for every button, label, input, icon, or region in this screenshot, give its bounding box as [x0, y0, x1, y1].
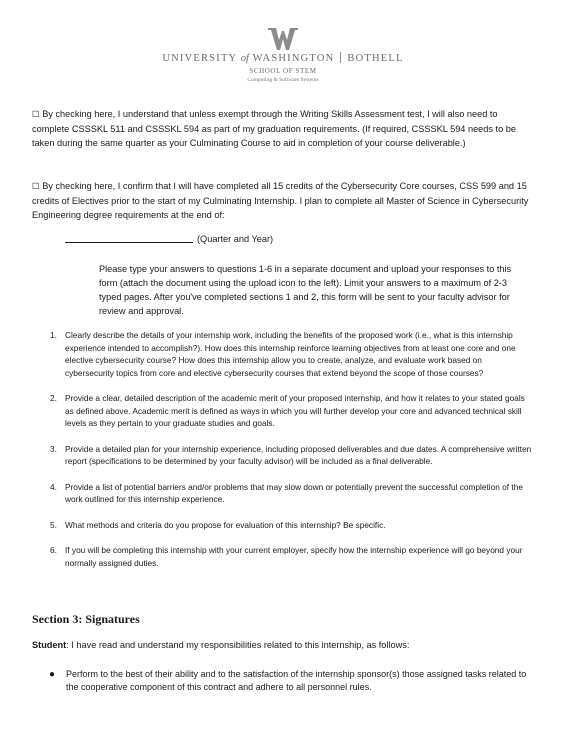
question-text: Provide a clear, detailed description of the academic merit of your proposed internship, and how it relates to your stated goals as defined above. Academic merit is defined as ways in which you will further develop your core and advanced technical skill levels as they pertain to your graduate studies and goals.	[65, 393, 525, 428]
question-number: 4.	[50, 481, 57, 492]
checkbox-writing-skills[interactable]: ☐	[32, 110, 40, 120]
checkbox-credits-text: By checking here, I confirm that I will have completed all 15 credits of the Cybersecurity Core courses, CSS 599 and 15 credits of Electives prior to the start of my Culminating Internship. I plan to complete all Master of Science in Cybersecurity Engineering degree requirements at the end of:	[32, 181, 529, 220]
quarter-year-label: (Quarter and Year)	[197, 234, 274, 244]
student-label: Student	[32, 640, 67, 650]
header-divider	[340, 52, 341, 63]
quarter-year-row	[65, 234, 273, 244]
subschool-name: Computing & Software Systems	[247, 77, 319, 83]
question-item	[32, 443, 532, 468]
of-word: of	[240, 53, 249, 64]
question-item	[32, 481, 532, 506]
bullet-text: Perform to the best of their ability and to the satisfaction of the internship sponsor(s) those assigned tasks related to the cooperative component of this contract and adhere to all personnel rules.	[66, 669, 527, 692]
checkbox-credits[interactable]: ☐	[32, 182, 40, 192]
list-item	[32, 668, 532, 694]
question-text: Provide a detailed plan for your internship experience, including proposed deliverables and due dates. A comprehensive written report (specifications to be determined by your faculty advisor) will be included as a final deliverable.	[65, 443, 532, 466]
question-text: What methods and criteria do you propose for evaluation of this internship? Be specific.	[65, 519, 386, 530]
responsibilities-list	[32, 668, 532, 694]
washington-word: WASHINGTON	[252, 53, 335, 64]
bullet-icon: ●	[49, 669, 56, 680]
question-item	[32, 392, 532, 430]
question-number: 2.	[50, 393, 57, 403]
checkbox-writing-text: By checking here, I understand that unless exempt through the Writing Skills Assessment test, I will also need to complete CSSSKL 511 and CSSSKL 594 as part of my graduation requirements. (If required, CSSSKL 594 needs to be taken during the same quarter as your Culminating Course to aid in completion of your course deliverable.)	[32, 109, 516, 148]
question-text: Clearly describe the details of your internship work, including the benefits of the proposed work (i.e., what is this internship experience intended to accomplish?). How does this internship reinforce learning objectives from at least one core and one elective cybersecurity course? How does this internship allow you to create, analyze, and evaluate work based on cybersecurity topics from core and elective cybersecurity courses that extend beyond the scope of those courses?	[65, 330, 516, 378]
university-word: UNIVERSITY	[162, 53, 237, 64]
instructions-text: Please type your answers to questions 1-6 in a separate document and upload your responses to this form (attach the document using the upload icon to the left). Limit your answers to a maximum of 2-3 typed pages. After you've completed sections 1 and 2, this form will be sent to your faculty advisor for review and approval.	[99, 264, 512, 316]
question-number: 6.	[50, 545, 57, 555]
uw-w-logo-icon	[268, 28, 298, 50]
questions-list	[32, 329, 532, 582]
question-item	[32, 329, 532, 379]
question-text: If you will be completing this internship with your current employer, specify how the internship experience will go beyond your normally assigned duties.	[65, 545, 523, 568]
question-number: 1.	[50, 330, 57, 340]
section-3-title: Section 3: Signatures	[32, 612, 140, 626]
checkbox-paragraph-writing	[32, 107, 532, 150]
question-number: 5.	[50, 519, 57, 530]
question-text: Provide a list of potential barriers and/or problems that may slow down or potentially prevent the successful completion of the work outlined for this internship experience.	[65, 481, 523, 504]
bothell-word: BOTHELL	[347, 53, 404, 64]
student-statement	[32, 640, 409, 650]
student-text: : I have read and understand my responsibilities related to this internship, as follows:	[66, 640, 410, 650]
university-name	[0, 52, 566, 64]
question-number: 3.	[50, 443, 57, 454]
question-item	[32, 544, 532, 569]
school-name: SCHOOL OF STEM	[249, 67, 317, 75]
quarter-year-field[interactable]	[65, 242, 193, 243]
checkbox-paragraph-credits	[32, 179, 532, 222]
page-header	[0, 28, 566, 83]
question-item	[32, 519, 532, 532]
